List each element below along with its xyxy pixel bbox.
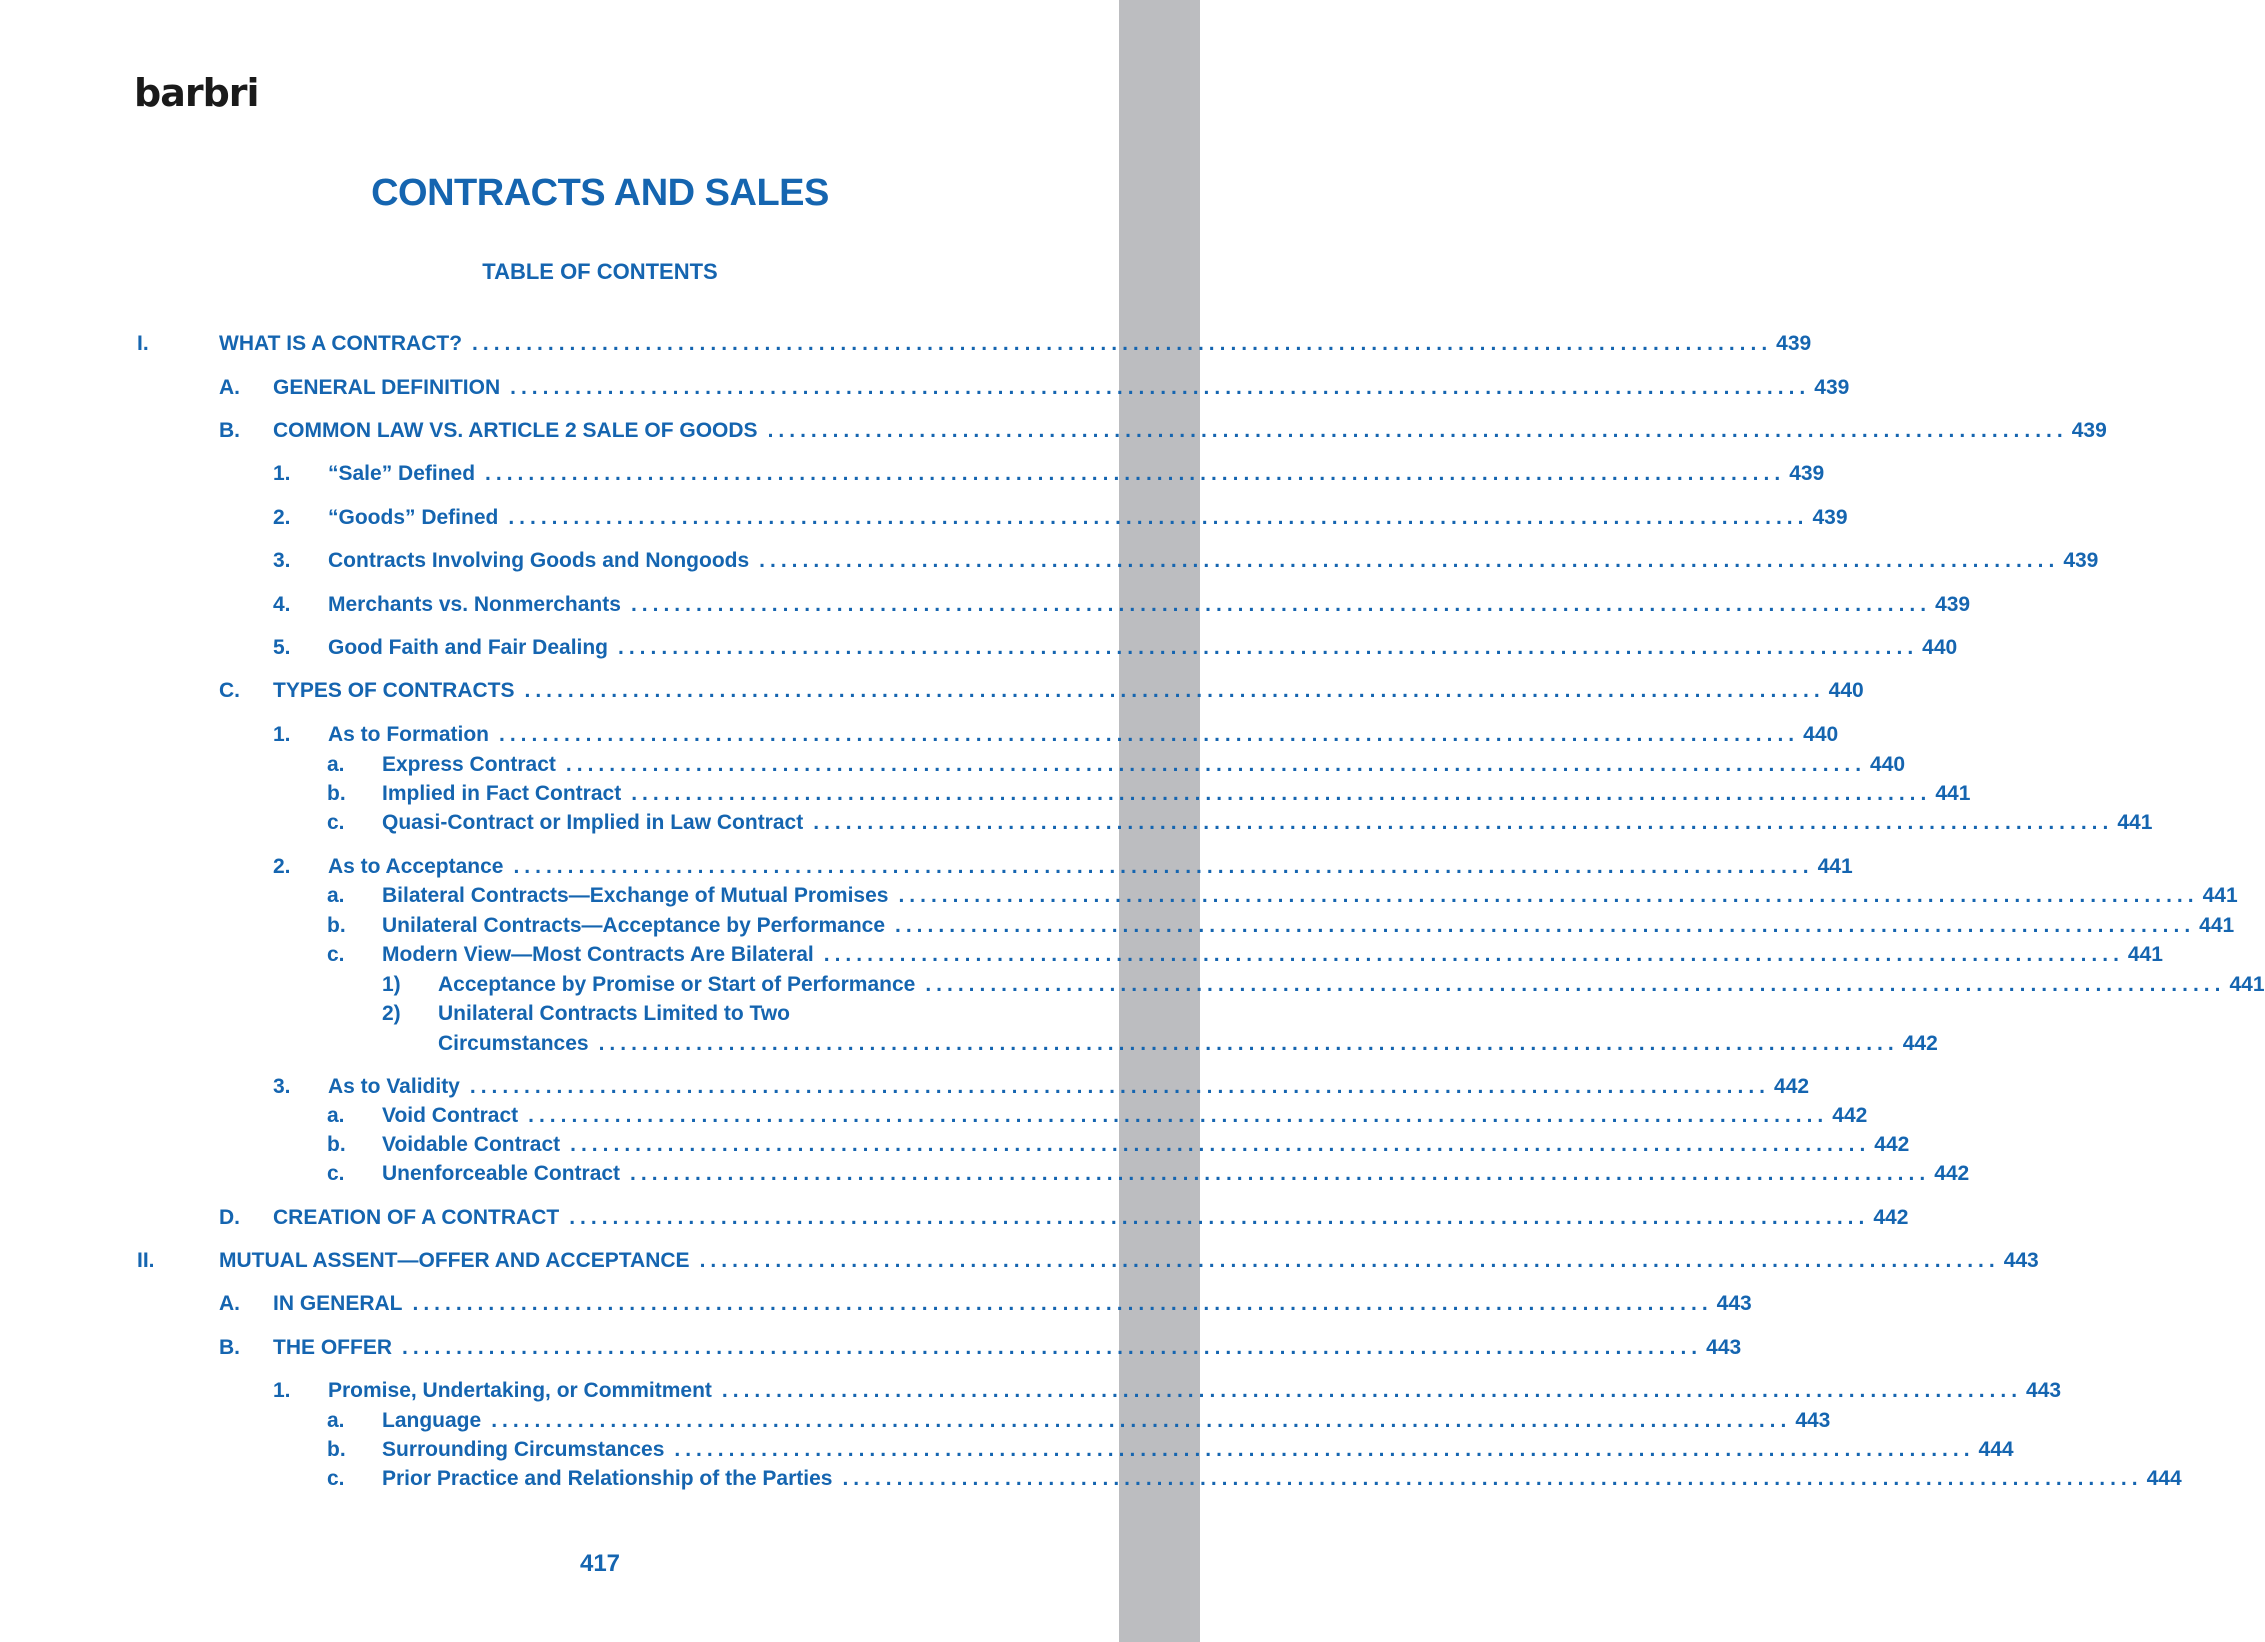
toc-entry-title: CREATION OF A CONTRACT <box>273 1206 560 1229</box>
toc-entry-page: 442 <box>1874 1133 1910 1156</box>
dot-leader: ........................................................................................................................ <box>528 1104 1829 1127</box>
toc-entry-title: TYPES OF CONTRACTS <box>273 679 515 702</box>
dot-leader: ........................................................................................................................ <box>508 506 1809 529</box>
toc-entry[interactable] <box>327 1104 1868 1128</box>
toc-entry-number: 5. <box>273 636 291 659</box>
toc-entry[interactable] <box>273 462 1825 486</box>
toc-entry[interactable] <box>327 1133 1910 1157</box>
dot-leader: ........................................................................................................................ <box>618 636 1919 659</box>
toc-entry-page: 439 <box>1776 332 1812 355</box>
dot-leader: ........................................................................................................................ <box>510 376 1811 399</box>
dot-leader: ........................................................................................................................ <box>513 855 1814 878</box>
toc-heading: TABLE OF CONTENTS <box>482 259 718 284</box>
dot-leader: ........................................................................................................................ <box>767 419 2068 442</box>
toc-entry[interactable] <box>327 1467 2182 1491</box>
toc-entry[interactable] <box>382 973 2265 997</box>
dot-leader: ........................................................................................................................ <box>699 1249 2000 1272</box>
toc-entry-page: 442 <box>1774 1075 1810 1098</box>
toc-entry-number: C. <box>219 679 240 702</box>
toc-entry-number: b. <box>327 1438 346 1461</box>
toc-entry-page: 439 <box>1789 462 1825 485</box>
toc-entry-title: As to Acceptance <box>328 855 504 878</box>
toc-entry[interactable] <box>327 811 2153 835</box>
toc-entry-number: a. <box>327 1104 345 1127</box>
toc-entry-number: c. <box>327 1162 345 1185</box>
toc-entry-page: 441 <box>2229 973 2265 996</box>
dot-leader: ........................................................................................................................ <box>569 1206 1870 1229</box>
toc-entry-title: Unilateral Contracts—Acceptance by Performance <box>382 914 886 937</box>
toc-entry-number: a. <box>327 1409 345 1432</box>
toc-entry-number: 1. <box>273 462 291 485</box>
toc-entry[interactable] <box>327 1409 1831 1433</box>
dot-leader: ........................................................................................................................ <box>925 973 2226 996</box>
page-number: 417 <box>579 1550 621 1577</box>
toc-entry-title: Unilateral Contracts Limited to Two <box>438 1002 790 1025</box>
toc-entry[interactable] <box>219 376 1850 400</box>
toc-entry-number: b. <box>327 1133 346 1156</box>
toc-entry-title: Void Contract <box>382 1104 519 1127</box>
toc-entry-page: 440 <box>1922 636 1958 659</box>
toc-entry-title: Language <box>382 1409 482 1432</box>
toc-entry-page: 441 <box>1817 855 1853 878</box>
toc-entry-page: 441 <box>2199 914 2235 937</box>
toc-entry-title: Voidable Contract <box>382 1133 561 1156</box>
toc-entry-page: 441 <box>2127 943 2163 966</box>
toc-entry-title: Circumstances <box>438 1032 589 1055</box>
toc-entry-title: Good Faith and Fair Dealing <box>328 636 609 659</box>
toc-entry-title: MUTUAL ASSENT—OFFER AND ACCEPTANCE <box>219 1249 690 1272</box>
toc-entry-title: Contracts Involving Goods and Nongoods <box>328 549 750 572</box>
dot-leader: ........................................................................................................................ <box>412 1292 1713 1315</box>
toc-entry-number: 2) <box>382 1002 401 1025</box>
dot-leader: ........................................................................................................................ <box>524 679 1825 702</box>
toc-entry[interactable] <box>219 679 1864 703</box>
toc-entry-page: 444 <box>2146 1467 2182 1490</box>
toc-entry-page: 443 <box>2003 1249 2039 1272</box>
toc-entry[interactable] <box>273 723 1839 747</box>
toc-entry-title: GENERAL DEFINITION <box>273 376 501 399</box>
toc-entry[interactable] <box>273 1075 1810 1099</box>
toc-entry[interactable] <box>382 1032 1938 1056</box>
toc-entry-title: Prior Practice and Relationship of the Parties <box>382 1467 833 1490</box>
toc-entry[interactable] <box>327 884 2238 908</box>
toc-entry[interactable] <box>327 1438 2014 1462</box>
toc-entry-page: 439 <box>1812 506 1848 529</box>
toc-entry-number: B. <box>219 1336 240 1359</box>
dot-leader: ........................................................................................................................ <box>469 1075 1771 1098</box>
toc-entry-page: 443 <box>2026 1379 2062 1402</box>
toc-entry-page: 443 <box>1795 1409 1831 1432</box>
toc-entry[interactable] <box>273 549 2099 573</box>
toc-entry[interactable] <box>327 943 2163 967</box>
dot-leader: ........................................................................................................................ <box>485 462 1786 485</box>
toc-entry-number: a. <box>327 753 345 776</box>
toc-entry-title: Merchants vs. Nonmerchants <box>328 593 621 616</box>
dot-leader: ........................................................................................................................ <box>631 782 1932 805</box>
toc-entry-number: c. <box>327 943 345 966</box>
toc-entry-page: 443 <box>1716 1292 1752 1315</box>
toc-entry[interactable] <box>382 1002 1064 1026</box>
dot-leader: ........................................................................................................................ <box>598 1032 1899 1055</box>
toc-entry[interactable] <box>327 753 1906 777</box>
toc-entry[interactable] <box>273 1379 2062 1403</box>
dot-leader: ........................................................................................................................ <box>759 549 2060 572</box>
dot-leader: ........................................................................................................................ <box>630 1162 1931 1185</box>
toc-entry-number: b. <box>327 914 346 937</box>
toc-entry-number: c. <box>327 811 345 834</box>
toc-entry-page: 442 <box>1873 1206 1909 1229</box>
toc-entry-page: 439 <box>2063 549 2099 572</box>
toc-entry[interactable] <box>219 1292 1752 1316</box>
toc-entry-title: As to Validity <box>328 1075 460 1098</box>
toc-entry-number: A. <box>219 376 240 399</box>
toc-entry[interactable] <box>219 1336 1742 1360</box>
toc-entry[interactable] <box>273 855 1853 879</box>
toc-entry-title: COMMON LAW VS. ARTICLE 2 SALE OF GOODS <box>273 419 758 442</box>
dot-leader: ........................................................................................................................ <box>491 1409 1792 1432</box>
toc-entry-number: 3. <box>273 1075 291 1098</box>
toc-entry[interactable] <box>273 636 1958 660</box>
toc-entry-title: THE OFFER <box>273 1336 392 1359</box>
dot-leader: ........................................................................................................................ <box>570 1133 1871 1156</box>
toc-entry-page: 439 <box>2071 419 2107 442</box>
dot-leader: ........................................................................................................................ <box>721 1379 2023 1402</box>
dot-leader: ........................................................................................................................ <box>499 723 1800 746</box>
toc-entry-number: II. <box>137 1249 155 1272</box>
toc-entry-number: 2. <box>273 855 291 878</box>
toc-entry[interactable] <box>219 1206 1909 1230</box>
toc-entry[interactable] <box>273 506 1848 530</box>
toc-entry-title: “Sale” Defined <box>328 462 476 485</box>
toc-entry[interactable] <box>327 782 1971 806</box>
toc-entry-number: B. <box>219 419 240 442</box>
toc-entry-title: “Goods” Defined <box>328 506 499 529</box>
toc-entry[interactable] <box>137 332 1812 356</box>
toc-entry-title: Bilateral Contracts—Exchange of Mutual Promises <box>382 884 889 907</box>
dot-leader: ........................................................................................................................ <box>630 593 1932 616</box>
toc-entry-page: 441 <box>1935 782 1971 805</box>
toc-entry-page: 441 <box>2117 811 2153 834</box>
toc-entry-page: 440 <box>1870 753 1906 776</box>
dot-leader: ........................................................................................................................ <box>895 914 2196 937</box>
dot-leader: ........................................................................................................................ <box>402 1336 1703 1359</box>
dot-leader: ........................................................................................................................ <box>823 943 2124 966</box>
toc-entry-page: 439 <box>1814 376 1850 399</box>
toc-entry-page: 442 <box>1832 1104 1868 1127</box>
toc-entry-page: 439 <box>1935 593 1971 616</box>
toc-entry-title: Surrounding Circumstances <box>382 1438 665 1461</box>
toc-entry-number: 3. <box>273 549 291 572</box>
toc-entry-number: 4. <box>273 593 291 616</box>
toc-entry-number: 1. <box>273 1379 291 1402</box>
toc-entry[interactable] <box>219 419 2107 443</box>
toc-entry-title: WHAT IS A CONTRACT? <box>219 332 463 355</box>
toc-entry-number: 2. <box>273 506 291 529</box>
toc-entry[interactable] <box>327 914 2235 938</box>
toc-entry-number: b. <box>327 782 346 805</box>
toc-entry[interactable] <box>273 593 1971 617</box>
toc-entry[interactable] <box>137 1249 2039 1273</box>
dot-leader: ........................................................................................................................ <box>472 332 1773 355</box>
toc-entry-number: 1. <box>273 723 291 746</box>
toc-entry-page: 443 <box>1706 1336 1742 1359</box>
toc-entry-number: c. <box>327 1467 345 1490</box>
dot-leader: ........................................................................................................................ <box>842 1467 2143 1490</box>
toc-entry-number: a. <box>327 884 345 907</box>
toc-entry-number: A. <box>219 1292 240 1315</box>
toc-entry-title: Express Contract <box>382 753 556 776</box>
toc-entry-number: I. <box>137 332 149 355</box>
toc-entry-title: Quasi-Contract or Implied in Law Contract <box>382 811 804 834</box>
toc-entry-number: D. <box>219 1206 240 1229</box>
toc-entry-page: 440 <box>1828 679 1864 702</box>
toc-entry[interactable] <box>327 1162 1970 1186</box>
toc-entry-page: 442 <box>1902 1032 1938 1055</box>
toc-entry-title: Modern View—Most Contracts Are Bilateral <box>382 943 814 966</box>
dot-leader: ........................................................................................................................ <box>674 1438 1975 1461</box>
toc-entry-page: 442 <box>1934 1162 1970 1185</box>
toc-entry-page: 441 <box>2202 884 2238 907</box>
toc-entry-title: Implied in Fact Contract <box>382 782 622 805</box>
document-title: CONTRACTS AND SALES <box>371 172 829 214</box>
toc-entry-title: As to Formation <box>328 723 489 746</box>
toc-entry-page: 444 <box>1978 1438 2014 1461</box>
toc-entry-page: 440 <box>1803 723 1839 746</box>
dot-leader: ........................................................................................................................ <box>813 811 2114 834</box>
toc-entry-title: Promise, Undertaking, or Commitment <box>328 1379 712 1402</box>
brand-logo: barbri <box>134 71 259 115</box>
toc-entry-title: IN GENERAL <box>273 1292 403 1315</box>
toc-entry-title: Acceptance by Promise or Start of Performance <box>438 973 916 996</box>
dot-leader: ........................................................................................................................ <box>565 753 1867 776</box>
dot-leader: ........................................................................................................................ <box>898 884 2199 907</box>
toc-entry-title: Unenforceable Contract <box>382 1162 621 1185</box>
toc-entry-number: 1) <box>382 973 401 996</box>
